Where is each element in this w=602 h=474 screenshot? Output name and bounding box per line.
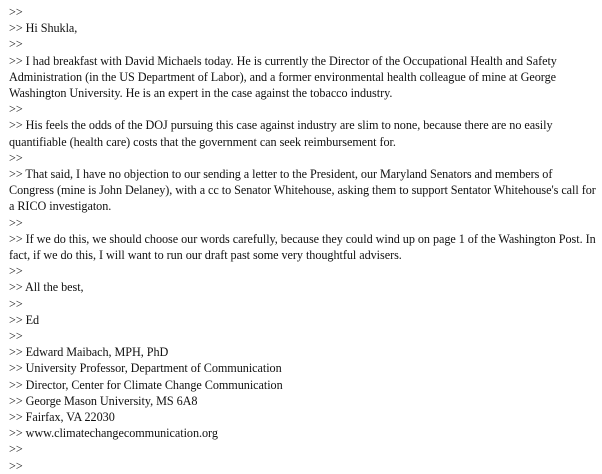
paragraph-breakfast: >> I had breakfast with David Michaels today. He is currently the Director of the Occupational Health and Safety Administration (in the US Department of Labor), and a former environmental health colleague of mine at George Washington University. He is an expert in the case against the tobacco industry. <box>9 53 557 101</box>
quote-marker-line: >> <box>9 442 23 457</box>
quote-marker-line: >> <box>9 296 23 311</box>
quote-marker-line: >> <box>9 37 23 52</box>
paragraph-careful-words: >> If we do this, we should choose our words carefully, because they could wind up on page 1 of the Washington Post. In fact, if we do this, I will want to run our draft past some very thoughtful advisers. <box>9 231 596 263</box>
greeting: >> Hi Shukla, <box>9 21 78 36</box>
signature-website: >> www.climatechangecommunication.org <box>9 426 218 441</box>
quote-marker-line: >> <box>9 264 23 279</box>
signoff-name: >> Ed <box>9 312 40 327</box>
signature-center: >> Director, Center for Climate Change Communication <box>9 377 283 392</box>
quote-marker-line: >> <box>9 150 23 165</box>
paragraph-letter: >> That said, I have no objection to our sending a letter to the President, our Maryland Senators and members of Congress (mine is John Delaney), with a cc to Senator Whitehouse, asking them to support Sentator Whitehouse's call for a RICO investigaton. <box>9 167 596 214</box>
quote-marker-line: >> <box>9 215 23 230</box>
quote-marker-line: >> <box>9 458 23 473</box>
closing: >> All the best, <box>9 280 84 295</box>
signature-name: >> Edward Maibach, MPH, PhD <box>9 345 169 360</box>
quote-marker-line: >> <box>9 329 23 344</box>
quote-marker-line: >> <box>9 5 23 19</box>
email-quoted-text <box>9 4 597 474</box>
signature-city: >> Fairfax, VA 22030 <box>9 410 115 425</box>
paragraph-doj-odds: >> His feels the odds of the DOJ pursuing this case against industry are slim to none, because there are no easily quantifiable (health care) costs that the government can seek reimbursement for. <box>9 118 553 149</box>
quote-marker-line: >> <box>9 102 23 117</box>
signature-university: >> George Mason University, MS 6A8 <box>9 393 198 408</box>
signature-title: >> University Professor, Department of Communication <box>9 361 282 376</box>
